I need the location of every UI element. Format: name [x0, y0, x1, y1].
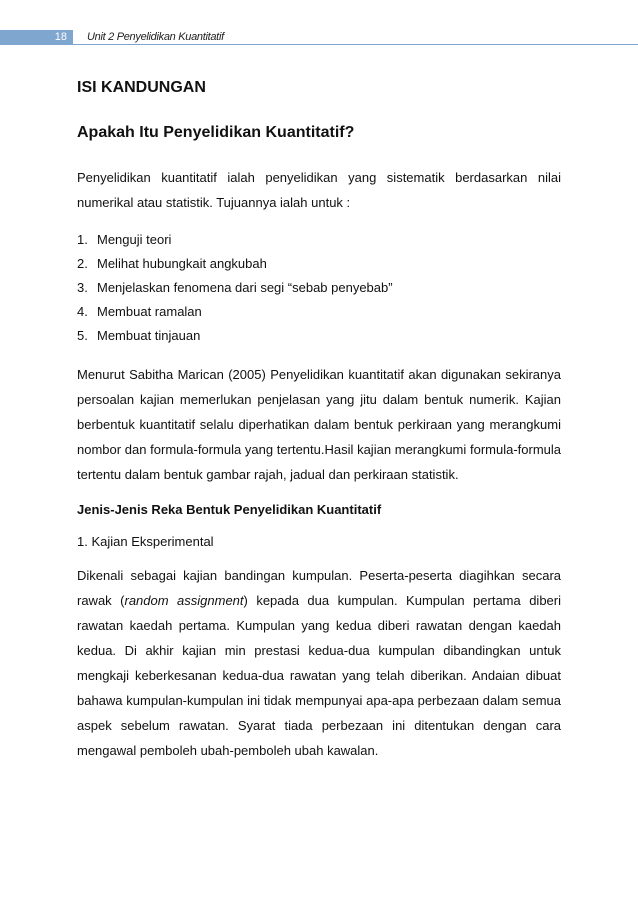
experimental-block	[77, 563, 561, 763]
list-item: 3. Menjelaskan fenomena dari segi “sebab penyebab”	[77, 280, 393, 295]
experimental-paragraph: Dikenali sebagai kajian bandingan kumpulan. Peserta-peserta diagihkan secara rawak (random assignment) kepada dua kumpulan. Kumpulan pertama diberi rawatan kaedah pertama. Kumpulan yang kedua diberi rawatan dengan kaedah kedua. Di akhir kajian min prestasi kedua-dua kumpulan dibandingkan untuk mengkaji keberkesanan kedua-dua rawatan yang telah diberikan. Andaian dibuat bahawa kumpulan-kumpulan ini tidak mempunyai apa-apa perbezaan dalam semua aspek sebelum rawatan. Syarat tiada perbezaan ini ditentukan dengan cara mengawal pemboleh ubah-pemboleh ubah kawalan.	[77, 568, 562, 758]
objectives-list	[77, 228, 561, 348]
list-item: 5. Membuat tinjauan	[77, 328, 201, 343]
page-heading: ISI KANDUNGAN	[77, 79, 206, 96]
subsection-title-block	[77, 500, 561, 520]
page-number: 18	[0, 30, 73, 45]
intro-block	[77, 165, 561, 215]
emphasis-term: random assignment	[124, 593, 244, 608]
list-item: 1. Menguji teori	[77, 232, 172, 247]
header-divider	[73, 44, 638, 45]
definition-block	[77, 362, 561, 487]
definition-paragraph: Menurut Sabitha Marican (2005) Penyelidikan kuantitatif akan digunakan sekiranya persoalan kajian memerlukan penjelasan yang jitu dalam bentuk numerik. Kajian berbentuk kuantitatif selalu diperhatikan dalam bentuk perkiraan yang merangkumi nombor dan formula-formula yang tertentu.Hasil kajian merangkumi formula-formula tertentu dalam bentuk gambar rajah, jadual dan perkiraan statistik.	[77, 367, 561, 482]
subsection-title: Jenis-Jenis Reka Bentuk Penyelidikan Kuantitatif	[77, 502, 382, 517]
objectives-block	[77, 228, 561, 348]
subsection-item: 1. Kajian Eksperimental	[77, 534, 214, 549]
list-item: 2. Melihat hubungkait angkubah	[77, 256, 267, 271]
running-title: Unit 2 Penyelidikan Kuantitatif	[87, 31, 224, 43]
subsection-item-block	[77, 532, 561, 552]
intro-paragraph: Penyelidikan kuantitatif ialah penyelidikan yang sistematik berdasarkan nilai numerikal atau statistik. Tujuannya ialah untuk :	[77, 170, 561, 210]
list-item: 4. Membuat ramalan	[77, 304, 202, 319]
page-header	[0, 30, 638, 45]
section-title: Apakah Itu Penyelidikan Kuantitatif?	[77, 124, 355, 141]
page-content	[77, 78, 562, 758]
